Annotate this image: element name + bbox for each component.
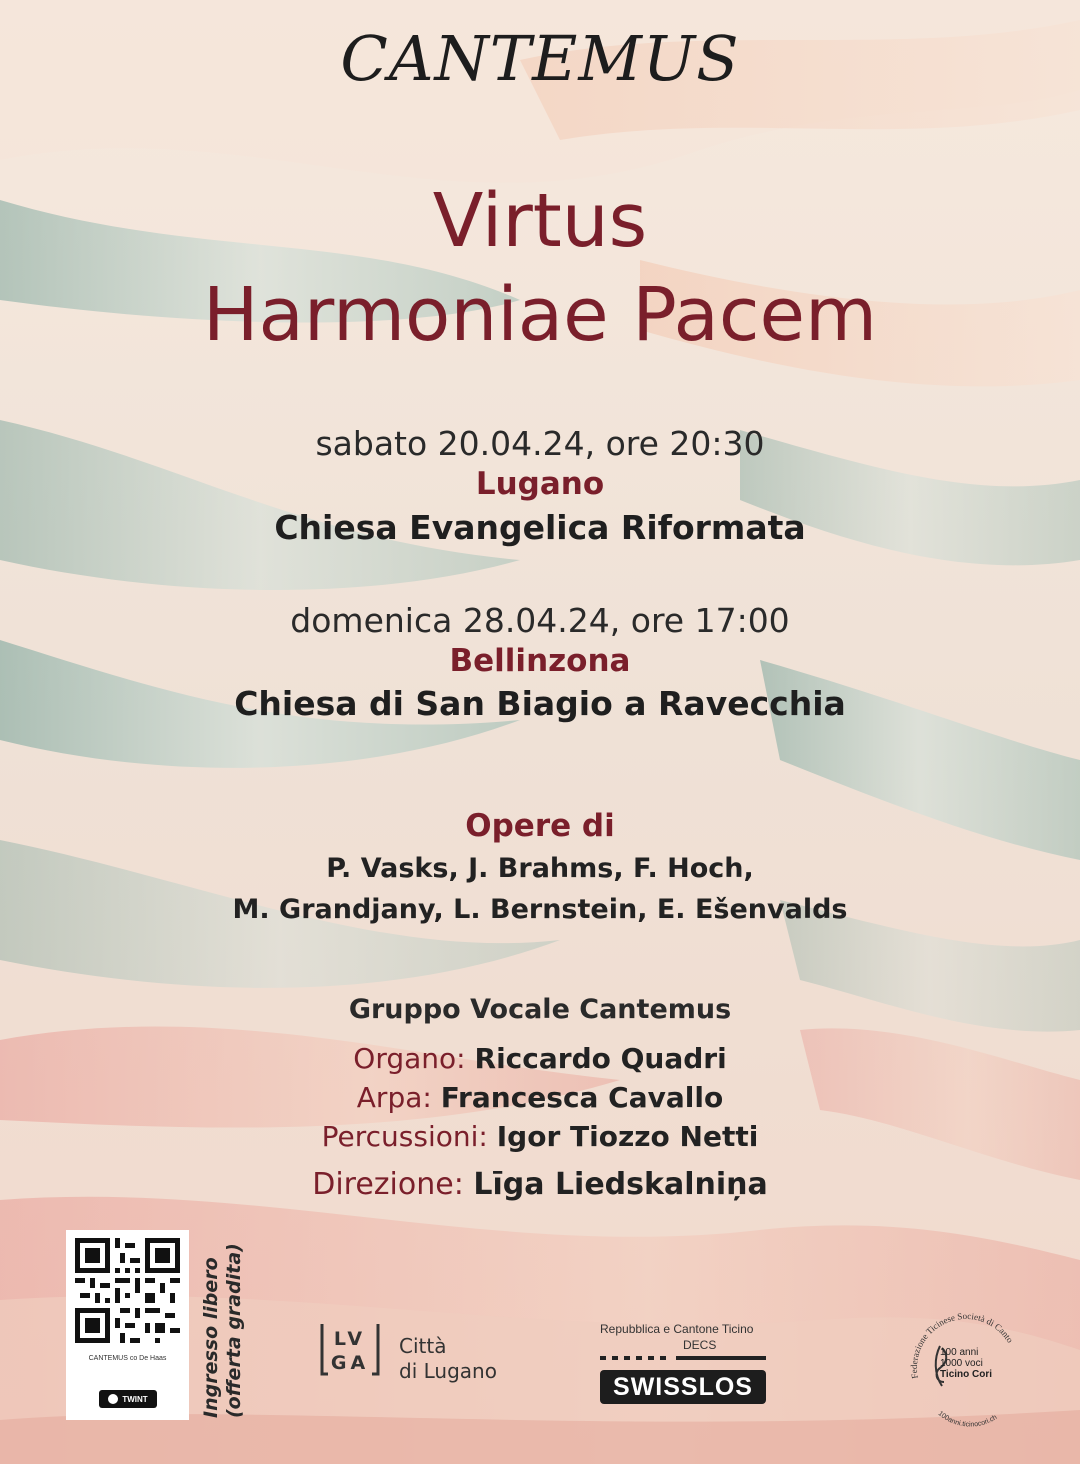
svg-text:LV: LV: [333, 1328, 367, 1350]
svg-text:100anni.ticinocori.ch: 100anni.ticinocori.ch: [936, 1410, 999, 1429]
performer-harp: [0, 1081, 1080, 1114]
qr-code-icon[interactable]: [75, 1238, 180, 1343]
swisslos-logo: SWISSLOS: [600, 1370, 766, 1404]
performer-name: Līga Liedskalniņa: [473, 1167, 768, 1202]
admission-line-2: (offerta gradita): [223, 1243, 245, 1418]
works-composers-line-2: M. Grandjany, L. Bernstein, E. Ešenvalds: [232, 894, 848, 925]
ticino-republic-label: Repubblica e Cantone Ticino: [600, 1322, 754, 1336]
performer-name: Igor Tiozzo Netti: [496, 1120, 759, 1153]
twint-badge: [99, 1390, 157, 1408]
event-1-venue: Chiesa Evangelica Riformata: [274, 508, 806, 547]
works-heading: Opere di: [465, 808, 615, 844]
twint-qr-card[interactable]: [66, 1230, 189, 1420]
ticino-divider-icon: [600, 1356, 766, 1360]
twint-icon: [108, 1394, 118, 1404]
admission-line-1: Ingresso libero: [200, 1257, 222, 1418]
performer-name: Francesca Cavallo: [440, 1081, 724, 1114]
admission-note: [200, 1243, 246, 1418]
performer-role: Organo:: [353, 1042, 466, 1075]
performer-percussion: [0, 1120, 1080, 1153]
event-2-city: Bellinzona: [449, 643, 631, 679]
svg-text:Federazione Ticinese Società d: Federazione Ticinese Società di Canto: [908, 1310, 1016, 1380]
fed-line-3: Ticino Cori: [940, 1369, 993, 1380]
event-2-date: domenica 28.04.24, ore 17:00: [290, 601, 790, 640]
title-line-2: Harmoniae Pacem: [202, 272, 878, 358]
twint-label: TWINT: [122, 1394, 148, 1404]
citta-di-lugano-logo-icon: [318, 1322, 382, 1378]
lugano-line-1: Città: [399, 1334, 447, 1358]
ensemble-name: Gruppo Vocale Cantemus: [348, 994, 732, 1025]
decs-label: DECS: [683, 1338, 717, 1352]
federazione-text: [940, 1347, 992, 1380]
cantemus-logo: CANTEMUS: [340, 22, 740, 95]
performer-role: Direzione:: [312, 1167, 464, 1202]
fed-line-1: 100 anni: [940, 1347, 979, 1358]
qr-caption: CANTEMUS co De Haas: [88, 1355, 167, 1362]
citta-di-lugano-text: [399, 1334, 497, 1384]
svg-text:GA: GA: [330, 1352, 370, 1374]
works-composers-line-1: P. Vasks, J. Brahms, F. Hoch,: [326, 853, 754, 884]
event-1-city: Lugano: [475, 466, 605, 502]
performer-role: Arpa:: [356, 1081, 432, 1114]
performer-direction: [0, 1167, 1080, 1202]
event-2-venue: Chiesa di San Biagio a Ravecchia: [234, 684, 846, 723]
lugano-line-2: di Lugano: [399, 1359, 497, 1383]
performer-role: Percussioni:: [321, 1120, 488, 1153]
event-1-date: sabato 20.04.24, ore 20:30: [315, 424, 765, 463]
fed-line-2: 1000 voci: [940, 1358, 983, 1369]
title-line-1: Virtus: [432, 178, 648, 264]
performer-organ: [0, 1042, 1080, 1075]
performer-name: Riccardo Quadri: [474, 1042, 727, 1075]
